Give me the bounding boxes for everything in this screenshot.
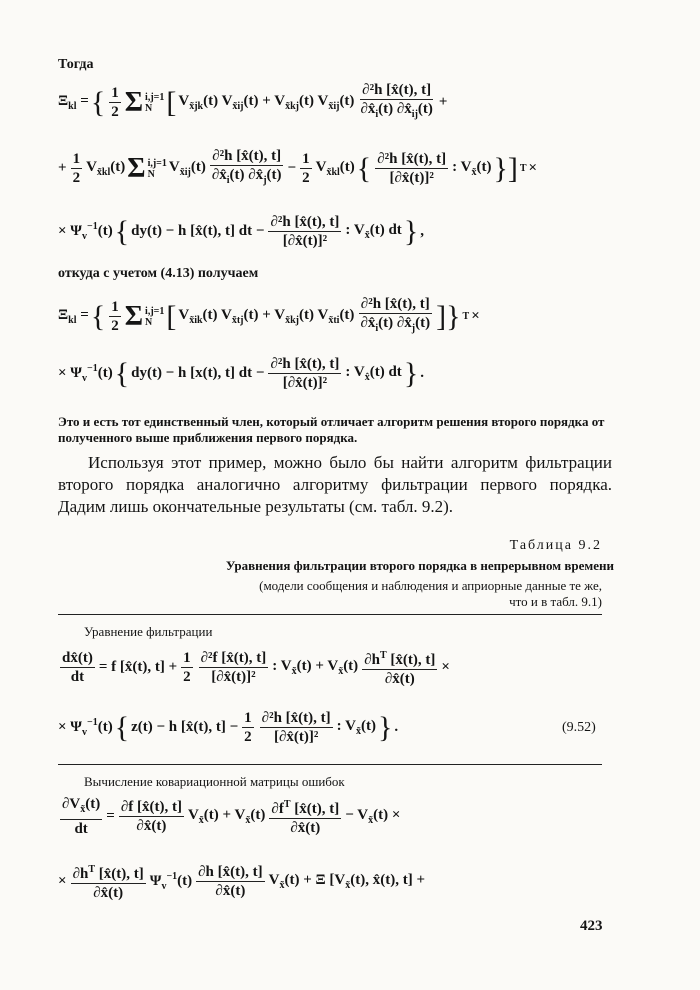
equation-2-line-1: $\Xi_{kl}$ = { $\frac{1}{2}$ Σ i,j=1 N [ $V_{x̃ik}(t) V_{x̃tj}(t) + V_{x̃kj}(t)$ $V_{x̃ti}(t)$ $\frac{\text{∂²h [x̂(t), t]}}{\partial x̂_i(t) \partial x̂_j(t)}$ ]} T × [58, 296, 480, 334]
explanation-text: Это и есть тот единственный член, который отличает алгоритм решения второго порядка от полученного выше приближения первого порядка. [58, 414, 605, 445]
intro-word: Тогда [58, 57, 94, 72]
equation-4-line-2: × $\frac{\partial h^T [x̂(t), t]}{\partial x̂(t)}$ $\Psi_v^{-1}(t)$ $\frac{\partial h [x̂(t), t]}{\partial x̂(t)}$ $V_{x̃}(t) + \Xi$ [$V_{x̃}(t)$, x̂(t), t] + [58, 864, 426, 901]
section-divider-rule [58, 764, 602, 765]
table-subtitle-1: (модели сообщения и наблюдения и априорные данные те же, [259, 578, 602, 593]
section-2-header: Вычисление ковариационной матрицы ошибок [84, 774, 345, 789]
equation-4-line-1: $\frac{\partial V_{x̃}(t)}{dt}$ = $\frac{\partial f [x̂(t), t]}{\partial x̂(t)}$ $V_{x̃}(t) + V_{x̃}(t)$ $\frac{\partial f^T [x̂(t), t]}{\partial x̂(t)}$ − $V_{x̃}(t)$ × [62, 796, 401, 837]
equation-number: (9.52) [562, 720, 596, 735]
equation-2-line-2: × $\Psi_v^{-1}(t)$ { dy(t) − h [x(t), t] dt − $\frac{\text{∂²h [x̂(t), t]}}{\text{[∂x̂(t)]²}}$ : $V_{x̂}(t)$ dt } . [58, 356, 424, 391]
equation-1-line-1: $\Xi_{kl}$ = { $\frac{1}{2}$ Σ i,j=1 N [ $V_{x̃jk}(t) V_{x̃ij}(t) + V_{x̃kj}(t)$ $V_{x̃ij}(t)$ $\frac{\text{∂²h [x̂(t), t]}}{\partial x̂_i(t) \partial x̂_{ij}(t)}$ + [58, 82, 448, 120]
equation-3-line-1: $\frac{dx̂(t)}{dt}$ = f [x̂(t), t] + $\frac{1}{2}$ $\frac{\text{∂²f [x̂(t), t]}}{\text{[∂x̂(t)]²}}$ : $V_{x̃}(t) + V_{x̃}(t)$ $\frac{\partial h^T [x̂(t), t]}{\partial x̂(t)}$ × [62, 650, 450, 687]
main-paragraph: Используя этот пример, можно было бы найти алгоритм фильтрации второго порядка аналогично алгоритму фильтрации первого порядка. Дадим лишь окончательные результаты (см. табл. 9.2). [58, 453, 612, 516]
table-label: Таблица 9.2 [509, 538, 602, 553]
equation-1-line-3: × $\Psi_v^{-1}(t)$ { dy(t) − h [x̂(t), t] dt − $\frac{\text{∂²h [x̂(t), t]}}{\text{[∂x̂(t)]²}}$ : $V_{x̃}(t)$ dt } , [58, 214, 424, 249]
section-1-header: Уравнение фильтрации [84, 624, 213, 639]
table-top-rule [58, 614, 602, 615]
equation-1-line-2: + $\frac{1}{2}$ $V_{x̃kl}(t)$ Σ i,j=1 N $V_{x̃ij}(t)$ $\frac{\text{∂²h [x̂(t), t]}}{\partial x̂_i(t) \partial x̂_j(t)}$ − $\frac{1}{2}$ $V_{x̃kl}(t)$ { $\frac{\text{∂²h [x̂(t), t]}}{\text{[∂x̂(t)]²}}$ : $V_{x̃}(t)$ }] T × [58, 148, 538, 186]
equation-3-line-2: × $\Psi_v^{-1}(t)$ { z(t) − h [x̂(t), t] − $\frac{1}{2}$ $\frac{\text{∂²h [x̂(t), t]}}{\text{[∂x̂(t)]²}}$ : $V_{x̃}(t)$ } . [58, 710, 399, 745]
connector-text: откуда с учетом (4.13) получаем [58, 266, 259, 281]
table-subtitle-2: что и в табл. 9.1) [509, 594, 602, 609]
table-title: Уравнения фильтрации второго порядка в непрерывном времени [225, 558, 614, 573]
page-number: 423 [580, 918, 603, 934]
